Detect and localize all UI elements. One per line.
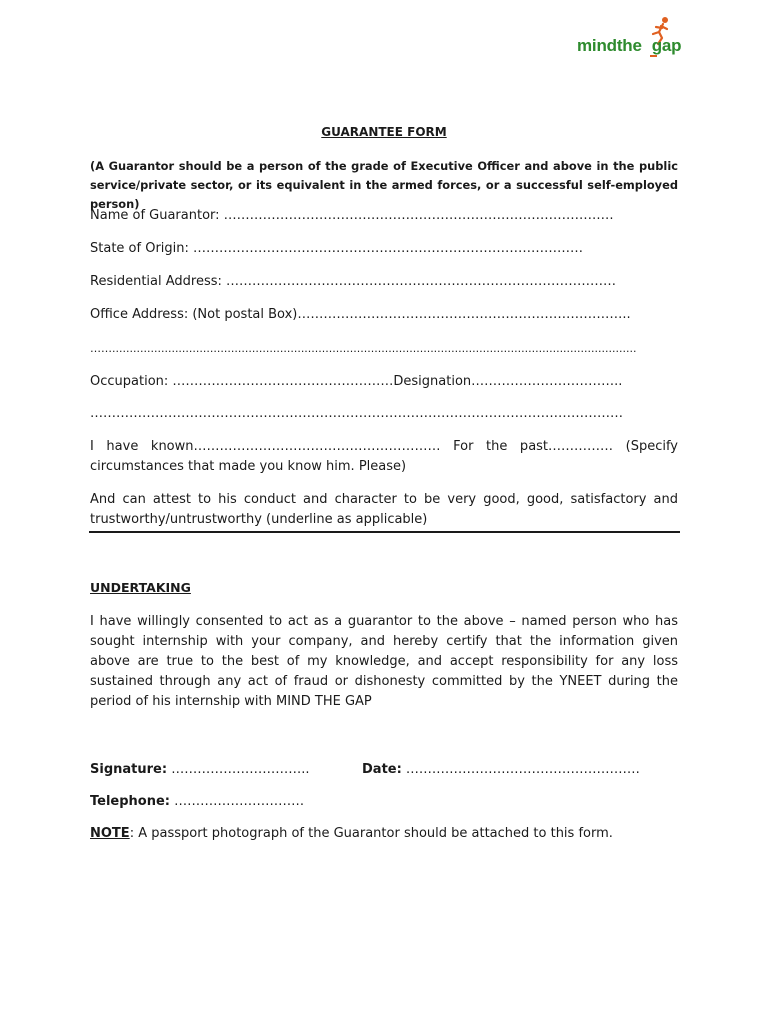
telephone-field: [90, 792, 678, 812]
logo-text: [577, 36, 681, 56]
note-text: : A passport photograph of the Guarantor should be attached to this form.: [129, 826, 613, 841]
signature-date-row: [90, 760, 690, 780]
occupation-designation-field: Occupation: ……………………………………………Designation……………………………..: [90, 374, 623, 389]
state-of-origin-field: State of Origin: ………………………………………………………………………………: [90, 241, 584, 256]
attest-paragraph: And can attest to his conduct and character to be very good, good, satisfactory and trustworthy/untrustworthy (underline as applicable): [90, 492, 678, 527]
known-for-paragraph: I have known………………………………………………… For the past…………… (Specify circumstances that made you know him. Please): [90, 439, 678, 474]
logo-text-gap: gap: [651, 36, 682, 55]
occupation-continuation: ……………………………………………………………………………………………………………: [90, 406, 623, 421]
office-address-field: Office Address: (Not postal Box)…………………………………………………………………..: [90, 307, 631, 322]
date-dots: ………………………………………………: [401, 762, 640, 777]
section-divider: [89, 531, 680, 533]
date-label: Date:: [362, 762, 402, 777]
note-label: NOTE: [90, 826, 130, 841]
mind-the-gap-logo: [566, 14, 704, 72]
passport-note: [90, 824, 678, 844]
name-of-guarantor-field: Name of Guarantor: ………………………………………………………………………………: [90, 208, 614, 223]
undertaking-heading: UNDERTAKING: [90, 580, 191, 595]
logo-text-the: the: [616, 36, 642, 55]
office-address-continuation: ……......................................................................................................................................................: [90, 342, 637, 355]
undertaking-text: I have willingly consented to act as a guarantor to the above – named person who has sought internship with your company, and hereby certify that the information given above are true to the best of my knowledge, and accept responsibility for any loss sustained through any act of fraud or dishonesty committed by the YNEET during the period of his internship with MIND THE GAP: [90, 614, 678, 709]
signature-field: [90, 762, 309, 777]
signature-label: Signature:: [90, 762, 168, 777]
form-title: GUARANTEE FORM: [321, 125, 447, 139]
telephone-label: Telephone:: [90, 794, 170, 809]
guarantor-requirement-note: (A Guarantor should be a person of the grade of Executive Officer and above in the public service/private sector, or its equivalent in the armed forces, or a successful self-employed person): [90, 159, 678, 211]
residential-address-field: Residential Address: ………………………………………………………………………………: [90, 274, 617, 289]
date-field: [362, 760, 640, 780]
signature-dots: …………………………..: [167, 762, 310, 777]
logo-text-mind: mind: [577, 36, 617, 55]
telephone-dots: …………………………: [170, 794, 305, 809]
